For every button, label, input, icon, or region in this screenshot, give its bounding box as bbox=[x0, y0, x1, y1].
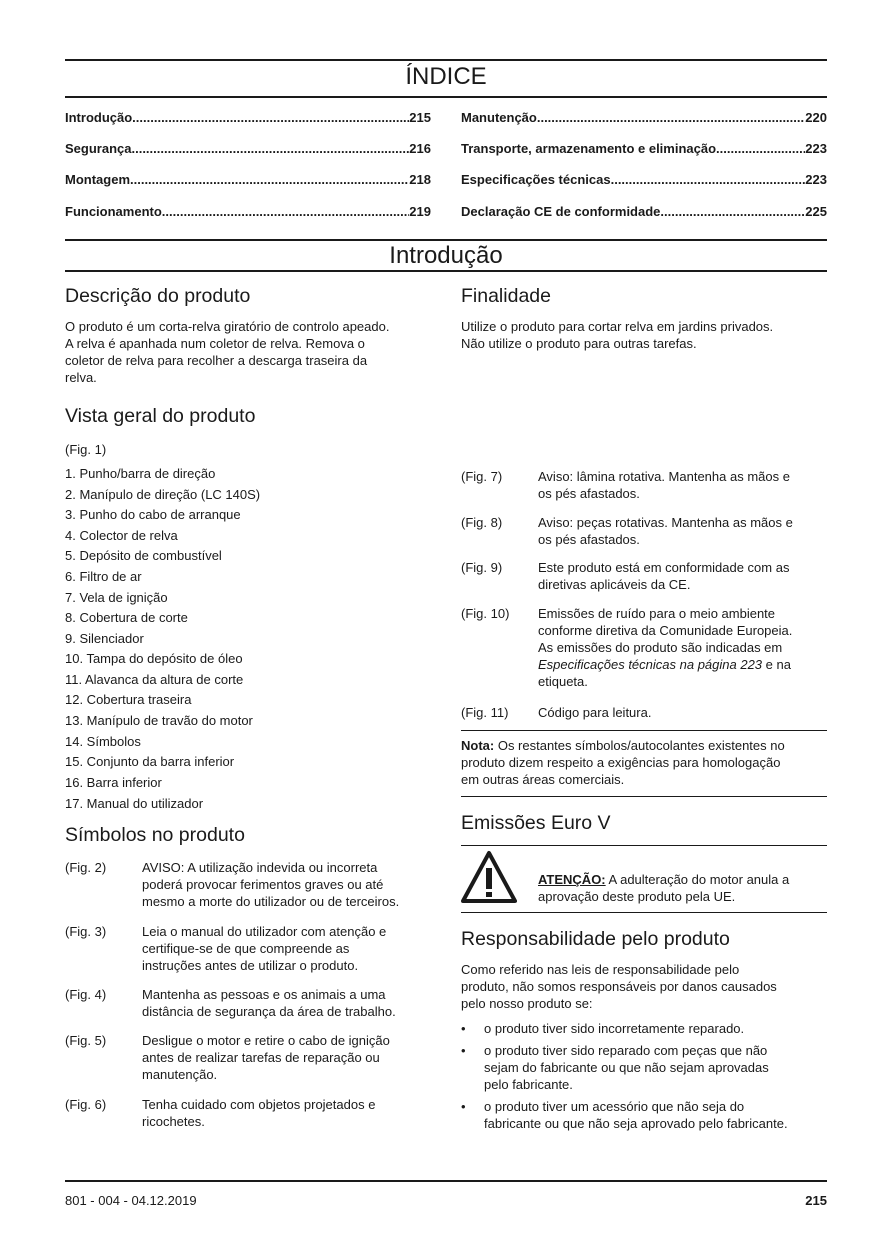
symbol-fig4: (Fig. 4) Mantenha as pessoas e os animais a uma distância de segurança da área de trabalho. bbox=[65, 987, 396, 1019]
overview-item: 14. Símbolos bbox=[65, 734, 141, 749]
liability-heading: Responsabilidade pelo produto bbox=[461, 928, 730, 950]
note-text: Nota: Os restantes símbolos/autocolantes existentes no produto dizem respeito a exigências para homologação em outras áreas comerciais. bbox=[461, 738, 785, 787]
overview-item: 16. Barra inferior bbox=[65, 775, 162, 790]
liability-text: Como referido nas leis de responsabilidade pelo produto, não somos responsáveis por danos causados pelo nosso produto se: bbox=[461, 962, 777, 1011]
toc-entry-manutencao[interactable]: Manutenção ..... 220 bbox=[461, 110, 827, 125]
liability-bullet: • o produto tiver sido incorretamente reparado. bbox=[461, 1021, 745, 1036]
toc-entry-funcionamento[interactable]: Funcionamento ..... 219 bbox=[65, 204, 431, 219]
euro-heading: Emissões Euro V bbox=[461, 812, 611, 834]
toc-entry-especificacoes[interactable]: Especificações técnicas ..... 223 bbox=[461, 172, 827, 187]
overview-item: 17. Manual do utilizador bbox=[65, 796, 204, 811]
symbol-fig8: (Fig. 8) Aviso: peças rotativas. Mantenha as mãos e os pés afastados. bbox=[461, 515, 793, 547]
overview-item: 10. Tampa do depósito de óleo bbox=[65, 651, 243, 666]
liability-bullet: • o produto tiver sido reparado com peças que não sejam do fabricante ou que não sejam aprovadas pelo fabricante. bbox=[461, 1043, 769, 1092]
toc-top-rule bbox=[65, 59, 827, 61]
overview-item: 3. Punho do cabo de arranque bbox=[65, 507, 241, 522]
liability-bullet: • o produto tiver um acessório que não seja do fabricante ou que não seja aprovado pelo fabricante. bbox=[461, 1099, 788, 1131]
warning-text: ATENÇÃO: A adulteração do motor anula a aprovação deste produto pela UE. bbox=[538, 872, 790, 904]
note-top-rule bbox=[461, 730, 827, 731]
toc-entry-declaracao[interactable]: Declaração CE de conformidade ..... 225 bbox=[461, 204, 827, 219]
overview-fig-ref: (Fig. 1) bbox=[65, 442, 107, 457]
purpose-heading: Finalidade bbox=[461, 285, 551, 307]
description-heading: Descrição do produto bbox=[65, 285, 251, 307]
description-text: O produto é um corta-relva giratório de controlo apeado. A relva é apanhada num coletor de relva. Remova o coletor de relva para recolher a descarga traseira da relva. bbox=[65, 319, 390, 385]
section-top-rule bbox=[65, 239, 827, 241]
toc-entry-transporte[interactable]: Transporte, armazenamento e eliminação ..... 223 bbox=[461, 141, 827, 156]
symbol-fig6: (Fig. 6) Tenha cuidado com objetos projetados e ricochetes. bbox=[65, 1097, 376, 1129]
overview-item: 7. Vela de ignição bbox=[65, 590, 168, 605]
toc-title-rule bbox=[65, 96, 827, 98]
symbol-fig10: (Fig. 10) Emissões de ruído para o meio ambiente conforme diretiva da Comunidade Europeia. As emissões do produto são indicadas em Especificações técnicas na página 223 e na etiqueta. bbox=[461, 606, 793, 689]
specs-link[interactable]: Especificações técnicas na página 223 bbox=[538, 657, 763, 672]
overview-item: 6. Filtro de ar bbox=[65, 569, 142, 584]
symbol-fig9: (Fig. 9) Este produto está em conformidade com as diretivas aplicáveis da CE. bbox=[461, 560, 790, 592]
footer-rule bbox=[65, 1180, 827, 1182]
toc-entry-seguranca[interactable]: Segurança ..... 216 bbox=[65, 141, 431, 156]
overview-item: 1. Punho/barra de direção bbox=[65, 466, 216, 481]
symbol-fig2: (Fig. 2) AVISO: A utilização indevida ou incorreta poderá provocar ferimentos graves ou até mesmo a morte do utilizador ou de terceiros. bbox=[65, 860, 400, 909]
toc-entry-introducao[interactable]: Introdução ..... 215 bbox=[65, 110, 431, 125]
overview-item: 15. Conjunto da barra inferior bbox=[65, 754, 235, 769]
overview-item: 9. Silenciador bbox=[65, 631, 144, 646]
symbol-fig11: (Fig. 11) Código para leitura. bbox=[461, 705, 652, 720]
overview-item: 4. Colector de relva bbox=[65, 528, 178, 543]
toc-title: ÍNDICE bbox=[405, 63, 487, 90]
warning-bottom-rule bbox=[461, 912, 827, 913]
purpose-text: Utilize o produto para cortar relva em jardins privados. Não utilize o produto para outras tarefas. bbox=[461, 319, 774, 351]
overview-item: 11. Alavanca da altura de corte bbox=[65, 672, 244, 687]
warning-triangle-icon bbox=[461, 850, 517, 904]
toc-entry-montagem[interactable]: Montagem ..... 218 bbox=[65, 172, 431, 187]
symbol-fig5: (Fig. 5) Desligue o motor e retire o cabo de ignição antes de realizar tarefas de reparação ou manutenção. bbox=[65, 1033, 390, 1082]
symbol-fig3: (Fig. 3) Leia o manual do utilizador com atenção e certifique-se de que compreende as instruções antes de utilizar o produto. bbox=[65, 924, 387, 973]
overview-item: 13. Manípulo de travão do motor bbox=[65, 713, 253, 728]
overview-heading: Vista geral do produto bbox=[65, 405, 256, 427]
symbols-heading: Símbolos no produto bbox=[65, 824, 245, 846]
footer-doc-code: 801 - 004 - 04.12.2019 bbox=[65, 1193, 197, 1208]
symbol-fig7: (Fig. 7) Aviso: lâmina rotativa. Mantenha as mãos e os pés afastados. bbox=[461, 469, 790, 501]
section-title-rule bbox=[65, 270, 827, 272]
overview-item: 2. Manípulo de direção (LC 140S) bbox=[65, 487, 261, 502]
overview-item: 12. Cobertura traseira bbox=[65, 692, 192, 707]
overview-item: 8. Cobertura de corte bbox=[65, 610, 188, 625]
section-title: Introdução bbox=[389, 242, 503, 269]
footer-page-number: 215 bbox=[805, 1193, 827, 1208]
warning-top-rule bbox=[461, 845, 827, 846]
note-bottom-rule bbox=[461, 796, 827, 797]
overview-item: 5. Depósito de combustível bbox=[65, 548, 222, 563]
